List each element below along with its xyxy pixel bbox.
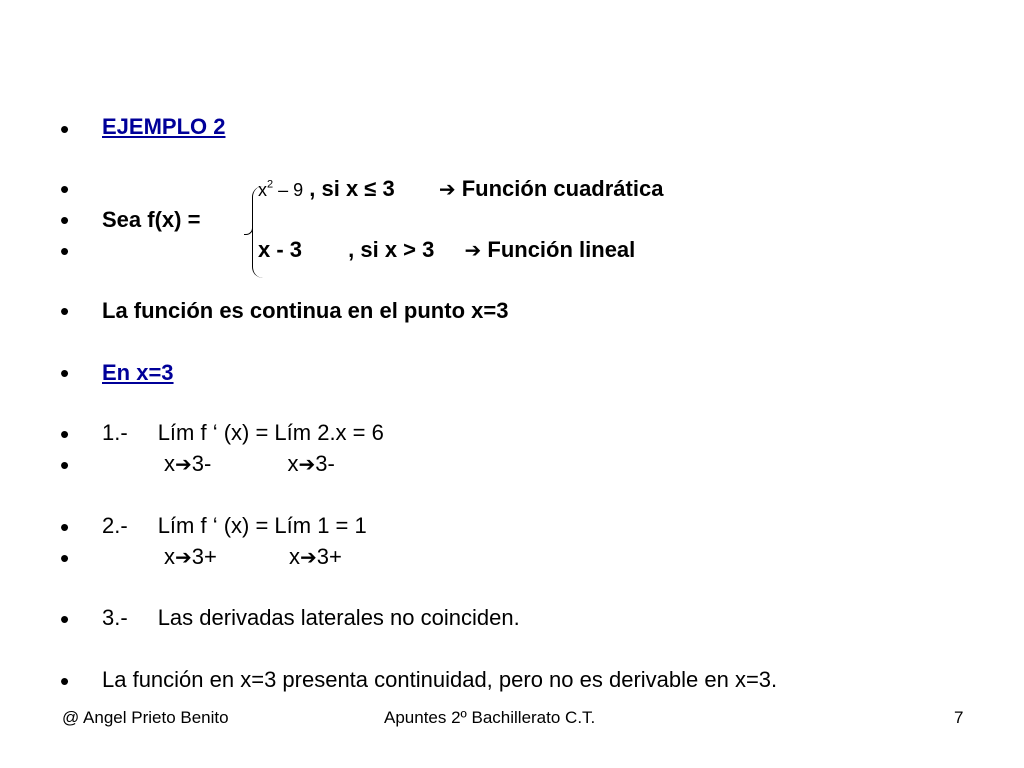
lateral-derivatives-step: 3.- Las derivadas laterales no coinciden. (102, 605, 520, 630)
right-limit-subscripts: x➔3+ x➔3+ (164, 544, 342, 569)
bullet: • (60, 543, 70, 573)
bullet: • (60, 174, 70, 204)
heading-example: EJEMPLO 2 (102, 114, 226, 139)
arrow-right-icon: ➔ (175, 452, 192, 476)
footer-course: Apuntes 2º Bachillerato C.T. (384, 708, 596, 727)
arrow-right-icon: ➔ (438, 177, 456, 201)
subheading-point: En x=3 (102, 360, 174, 385)
bullet: • (60, 205, 70, 235)
footer-author: @ Angel Prieto Benito (62, 708, 229, 727)
piecewise-case-2: x - 3 , si x > 3 ➔ Función lineal (258, 237, 636, 262)
bullet: • (60, 236, 70, 266)
bullet: • (60, 450, 70, 480)
piecewise-brace (252, 186, 263, 278)
function-definition: Sea f(x) = (102, 207, 201, 232)
arrow-right-icon: ➔ (464, 238, 482, 262)
arrow-right-icon: ➔ (298, 452, 316, 476)
piecewise-case-1: $x^2 - 9$ , si x ≤ 3 ➔ Función cuadrática (258, 176, 664, 201)
arrow-right-icon: ➔ (299, 545, 317, 569)
left-limit-step: 1.- Lím f ‘ (x) = Lím 2.x = 6 (102, 420, 384, 445)
bullet: • (60, 419, 70, 449)
bullet: • (60, 114, 70, 144)
bullet: • (60, 604, 70, 634)
bullet: • (60, 666, 70, 696)
bullet: • (60, 358, 70, 388)
arrow-right-icon: ➔ (175, 545, 192, 569)
conclusion: La función en x=3 presenta continuidad, pero no es derivable en x=3. (102, 667, 778, 692)
bullet: • (60, 296, 70, 326)
footer-page-number: 7 (954, 708, 964, 727)
continuity-statement: La función es continua en el punto x=3 (102, 298, 509, 323)
left-limit-subscripts: x➔3- x➔3- (164, 451, 335, 476)
right-limit-step: 2.- Lím f ‘ (x) = Lím 1 = 1 (102, 513, 367, 538)
bullet: • (60, 512, 70, 542)
